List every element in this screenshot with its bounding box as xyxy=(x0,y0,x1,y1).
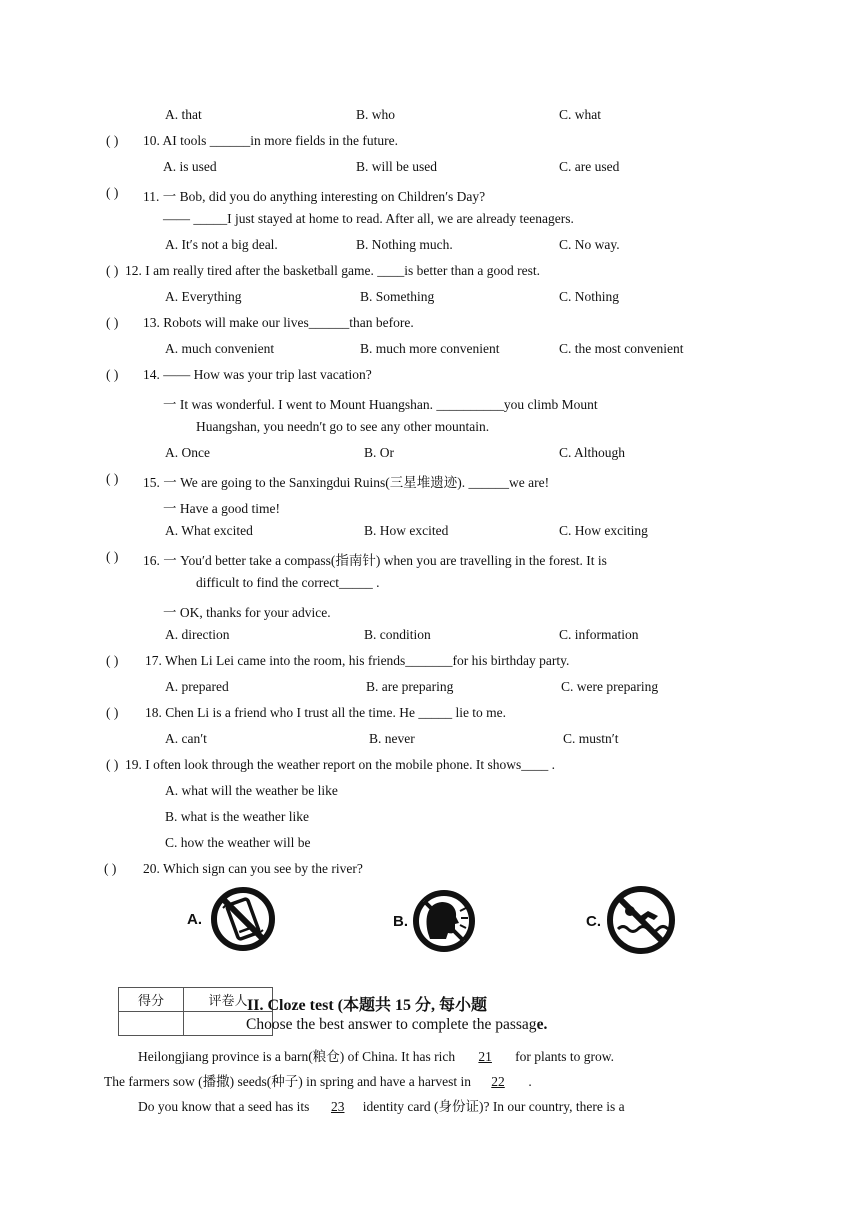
q19-option-a: A. what will the weather be like xyxy=(165,783,338,798)
q10-option-c: C. are used xyxy=(559,159,620,174)
q10-stem: 10. AI tools ______in more fields in the future. xyxy=(143,133,398,148)
q12-stem: 12. I am really tired after the basketball game. ____is better than a good rest. xyxy=(125,263,540,278)
section-2-title: II. Cloze test (本题共 15 分, 每小题 xyxy=(247,997,487,1014)
q14-reply-continued: Huangshan, you needn′t go to see any other mountain. xyxy=(196,419,490,434)
q14-option-b: B. Or xyxy=(364,445,394,460)
section-2-instruction-tail: e. xyxy=(536,1016,548,1033)
q14-option-c: C. Although xyxy=(559,445,626,460)
q20-answer-paren: ( ) xyxy=(104,861,117,876)
q12-option-a: A. Everything xyxy=(165,289,242,304)
passage-line-2 xyxy=(104,1070,532,1090)
q20-stem: 20. Which sign can you see by the river? xyxy=(143,861,363,876)
q15-stem: 15. 一 We are going to the Sanxingdui Ruins(三星堆遗迹). ______we are! xyxy=(143,475,550,490)
passage-line-3-text: Do you know that a seed has its xyxy=(138,1099,313,1114)
score-header: 得分 xyxy=(119,988,184,1012)
q14-answer-paren: ( ) xyxy=(106,367,119,382)
q12-option-c: C. Nothing xyxy=(559,289,620,304)
q11-option-c: C. No way. xyxy=(559,237,620,252)
q15-answer-paren: ( ) xyxy=(106,471,119,486)
q10-option-a: A. is used xyxy=(163,159,217,174)
passage-line-1-text: Heilongjiang province is a barn(粮仓) of China. It has rich xyxy=(138,1049,456,1064)
blank-21: 21 xyxy=(478,1049,492,1064)
q17-option-a: A. prepared xyxy=(165,679,229,694)
q19-stem: 19. I often look through the weather report on the mobile phone. It shows____ . xyxy=(125,757,556,772)
passage-line-3-end: identity card (身份证)? In our country, there is a xyxy=(362,1099,625,1114)
section-2-instruction xyxy=(246,1016,547,1034)
q11-reply: —— _____I just stayed at home to read. After all, we are already teenagers. xyxy=(163,211,574,226)
q11-answer-paren: ( ) xyxy=(106,185,119,200)
q13-option-b: B. much more convenient xyxy=(360,341,500,356)
q19-answer-paren: ( ) xyxy=(106,757,119,772)
q16-answer-paren: ( ) xyxy=(106,549,119,564)
q12-option-b: B. Something xyxy=(360,289,435,304)
q18-answer-paren: ( ) xyxy=(106,705,119,720)
q9-option-a: A. that xyxy=(165,107,202,122)
no-noise-sign-icon xyxy=(410,887,478,955)
q20-sign-b-letter: B. xyxy=(393,913,408,930)
q17-answer-paren: ( ) xyxy=(106,653,119,668)
q18-option-a: A. can′t xyxy=(165,731,207,746)
q15-option-a: A. What excited xyxy=(165,523,253,538)
q13-answer-paren: ( ) xyxy=(106,315,119,330)
q16-option-c: C. information xyxy=(559,627,639,642)
grader-header: 评卷人 xyxy=(184,988,273,1012)
no-phone-sign-icon xyxy=(208,884,278,954)
q13-option-c: C. the most convenient xyxy=(559,341,684,356)
q14-stem: 14. —— How was your trip last vacation? xyxy=(143,367,372,382)
q18-option-c: C. mustn′t xyxy=(563,731,619,746)
q15-option-c: C. How exciting xyxy=(559,523,648,538)
passage-line-1-end: for plants to grow. xyxy=(515,1049,615,1064)
q14-option-a: A. Once xyxy=(165,445,210,460)
q17-option-b: B. are preparing xyxy=(366,679,454,694)
q16-reply: 一 OK, thanks for your advice. xyxy=(163,605,331,620)
q10-answer-paren: ( ) xyxy=(106,133,119,148)
q13-option-a: A. much convenient xyxy=(165,341,275,356)
q10-option-b: B. will be used xyxy=(356,159,437,174)
q15-option-b: B. How excited xyxy=(364,523,449,538)
q20-sign-a-letter: A. xyxy=(187,911,202,928)
q11-stem: 11. 一 Bob, did you do anything interesting on Children′s Day? xyxy=(143,189,486,204)
no-swimming-sign-icon xyxy=(604,883,678,957)
q9-option-c: C. what xyxy=(559,107,601,122)
passage-line-3 xyxy=(138,1095,625,1115)
q11-option-a: A. It′s not a big deal. xyxy=(165,237,278,252)
q19-option-b: B. what is the weather like xyxy=(165,809,309,824)
q19-option-c: C. how the weather will be xyxy=(165,835,311,850)
q16-stem: 16. 一 You′d better take a compass(指南针) when you are travelling in the forest. It is xyxy=(143,553,607,568)
q12-answer-paren: ( ) xyxy=(106,263,119,278)
q20-sign-c-letter: C. xyxy=(586,913,601,930)
q11-option-b: B. Nothing much. xyxy=(356,237,453,252)
q13-stem: 13. Robots will make our lives______than before. xyxy=(143,315,414,330)
q17-option-c: C. were preparing xyxy=(561,679,659,694)
q14-reply: 一 It was wonderful. I went to Mount Huangshan. __________you climb Mount xyxy=(163,397,598,412)
passage-line-2-end: . xyxy=(525,1074,532,1089)
q16-option-a: A. direction xyxy=(165,627,230,642)
q15-reply: 一 Have a good time! xyxy=(163,501,280,516)
blank-23: 23 xyxy=(330,1099,345,1114)
passage-line-1 xyxy=(138,1045,614,1065)
passage-line-2-text: The farmers sow (播撒) seeds(种子) in spring and have a harvest in xyxy=(104,1074,472,1089)
q18-stem: 18. Chen Li is a friend who I trust all the time. He _____ lie to me. xyxy=(145,705,507,720)
q18-option-b: B. never xyxy=(369,731,415,746)
q9-option-b: B. who xyxy=(356,107,396,122)
section-2-instruction-text: Choose the best answer to complete the passag xyxy=(246,1016,537,1033)
q16-option-b: B. condition xyxy=(364,627,431,642)
score-cell xyxy=(119,1012,184,1036)
q16-stem-continued: difficult to find the correct_____ . xyxy=(196,575,380,590)
blank-22: 22 xyxy=(491,1074,505,1089)
q17-stem: 17. When Li Lei came into the room, his friends_______for his birthday party. xyxy=(145,653,570,668)
